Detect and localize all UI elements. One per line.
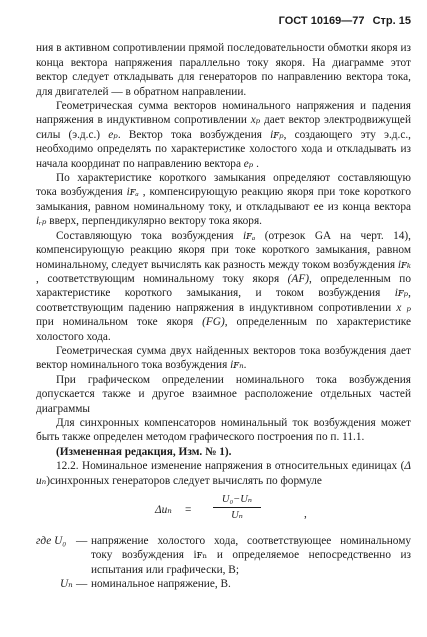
symbol-ifa-2: iꜰₐ <box>243 229 256 242</box>
paragraph-12-2: 12.2. Номинальное изменение напряжения в относительных единицах (Δ uₙ)синхронных генераторов следует вычислять по формуле <box>36 460 411 487</box>
amendment-note: (Измененная редакция, Изм. № 1). <box>56 445 232 458</box>
paragraph-4: Составляющую тока возбуждения iꜰₐ (отрезок GA на черт. 14), компенсирующую реакцию якоря при токе короткого замыкания, равном номинальному, следует вычислять как разность между током возбуждения iꜰₖ , соответствующим номинальному току якоря (AF), определенным по характеристике короткого замыкания, и током возбуждения iꜰₚ, соответствующим падению напряжения в индуктивном сопротивлении x ₚ при номинальном токе якоря (FG), определенным по характеристике холостого хода. <box>36 229 412 343</box>
symbol-ep: eₚ <box>108 128 118 141</box>
symbol-delta-u: Δ uₙ <box>36 460 411 487</box>
symbol-ifa: iꜰₐ <box>126 186 139 199</box>
symbol-ifk: iꜰₖ <box>397 258 411 271</box>
paragraph-5: Геометрическая сумма двух найденных векторов тока возбуждения дает вектор номинального тока возбуждения iꜰₙ. <box>36 344 411 372</box>
symbol-ifp-2: iꜰₚ <box>394 287 409 300</box>
symbol-ifn: iꜰₙ <box>230 359 244 372</box>
formula-denominator: Uₙ <box>231 510 243 521</box>
symbol-ifp: iꜰₚ <box>270 128 284 141</box>
page-number: Стр. 15 <box>372 15 411 27</box>
formula-comma: , <box>304 508 307 520</box>
definition-text: напряжение холостого хода, соответствующее номинальному току возбуждения iꜰₙ и определяемое непосредственно из испытания или графически, В; <box>91 535 411 576</box>
paragraph-7: Для синхронных компенсаторов номинальный ток возбуждения может быть также определен методом графического построения по п. 11.1. <box>36 416 411 444</box>
symbol-fg: (FG) <box>202 316 225 329</box>
definition-dash: — <box>76 578 88 591</box>
definition-un <box>36 577 411 591</box>
definition-u0 <box>36 534 411 577</box>
symbol-xp-2: x ₚ <box>396 301 412 314</box>
paragraph-2: Геометрическая сумма векторов номинального напряжения и падения напряжения в индуктивном сопротивлении xₚ дает вектор электродвижущей силы (э.д.с.) eₚ. Вектор тока возбуждения iꜰₚ, создающего эту э.д.с., необходимо определять по характеристике холостого хода и откладывать из начала координат по направлению вектора eₚ . <box>36 100 412 170</box>
definition-dash: — <box>76 535 88 547</box>
formula-equals: = <box>185 504 192 516</box>
formula-numerator: U₀−Uₙ <box>213 493 261 508</box>
standard-number: ГОСТ 10169—77 <box>278 15 365 27</box>
symbol-xp: xₚ <box>250 114 261 127</box>
definition-symbol: где U₀ <box>36 535 67 547</box>
symbol-ep-2: eₚ <box>243 157 254 170</box>
formula-delta-u <box>36 491 411 531</box>
paragraph-3: По характеристике короткого замыкания определяют составляющую тока возбуждения iꜰₐ , компенсирующую реакцию якоря при токе короткого замыкания, равном номинальному току, и откладывают ее из конца вектора iᵣₚ вверх, перпендикулярно вектору тока якоря. <box>36 172 411 228</box>
document-body <box>36 41 411 591</box>
symbol-irp: iᵣₚ <box>36 215 47 228</box>
formula-fraction <box>213 493 261 522</box>
definition-text: номинальное напряжение, В. <box>91 578 231 591</box>
paragraph-1: ния в активном сопротивлении прямой последовательности обмотки якоря из конца вектора напряжения параллельно току якоря. На диаграмме этот вектор следует откладывать для генераторов по направлению вектора тока, для двигателей — в обратном направлении. <box>36 42 411 98</box>
paragraph-6: При графическом определении номинального тока возбуждения допускается также и другое взаимное расположение отдельных частей диаграммы <box>36 373 411 415</box>
definitions-list <box>36 534 411 592</box>
definition-symbol: Uₙ <box>60 578 73 591</box>
symbol-af: (AF) <box>287 272 309 285</box>
formula-lhs: Δuₙ <box>155 504 172 516</box>
page-header <box>36 14 411 28</box>
